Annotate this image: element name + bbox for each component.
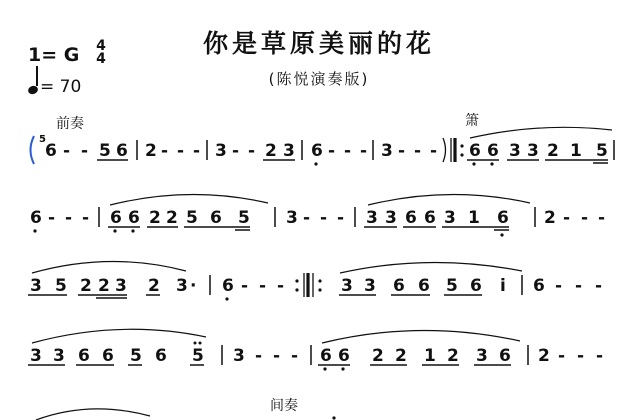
note: 5 <box>186 208 198 228</box>
note: 3 <box>286 208 298 228</box>
note: 3 <box>341 276 353 296</box>
note: 3 <box>444 208 456 228</box>
dash: - <box>430 141 438 161</box>
note: 3 <box>381 141 393 161</box>
note: 6 <box>128 208 140 228</box>
dash: - <box>277 276 285 296</box>
dash: - <box>291 346 299 366</box>
note: 3 <box>215 141 227 161</box>
dash: - <box>398 141 406 161</box>
note: i <box>500 276 506 296</box>
dash: - <box>193 141 201 161</box>
note: 6 <box>418 276 430 296</box>
note: 6 <box>497 208 509 228</box>
note: 5 <box>238 208 250 228</box>
note: 1 <box>468 208 480 228</box>
time-signature-top: 4 <box>96 38 106 54</box>
note: 5 <box>55 276 67 296</box>
note: 2 <box>395 346 407 366</box>
dash: - <box>241 276 249 296</box>
note: 2 <box>265 141 277 161</box>
dash: - <box>555 276 563 296</box>
staff-row-2-graphics <box>0 197 638 242</box>
note: 2 <box>98 276 110 296</box>
note: 3 <box>385 208 397 228</box>
note: 6 <box>470 276 482 296</box>
note: 6 <box>110 208 122 228</box>
start-pitch: 5 <box>39 134 46 145</box>
dash: - <box>259 276 267 296</box>
note: 5 <box>596 141 608 161</box>
note: 3 <box>53 346 65 366</box>
dash: - <box>48 208 56 228</box>
note: 3 <box>364 276 376 296</box>
dash: - <box>65 208 73 228</box>
dash: - <box>598 208 606 228</box>
staff-row-5-graphics <box>0 398 638 420</box>
dash: - <box>177 141 185 161</box>
note: 3 <box>115 276 127 296</box>
sheet-title: 你是草原美丽的花 <box>202 29 435 58</box>
note: 2 <box>547 141 559 161</box>
dash: - <box>303 208 311 228</box>
quarter-note-stem <box>36 66 38 86</box>
note: 5 <box>192 346 204 366</box>
sheet-subtitle: (陈悦演奏版) <box>268 70 370 88</box>
note: 3 <box>366 208 378 228</box>
note: 6 <box>155 346 167 366</box>
dash: - <box>232 141 240 161</box>
dash: - <box>558 346 566 366</box>
dash: - <box>596 346 604 366</box>
dash: - <box>337 208 345 228</box>
note: 6 <box>222 276 234 296</box>
dash: - <box>575 276 583 296</box>
dash: - <box>81 141 89 161</box>
dash: - <box>63 141 71 161</box>
key-signature: 1= G <box>28 44 80 66</box>
note: 3 <box>30 276 42 296</box>
note: 3 <box>509 141 521 161</box>
note: 6 <box>311 141 323 161</box>
note: 3 <box>30 346 42 366</box>
note: 3 <box>476 346 488 366</box>
dot: · <box>190 276 197 296</box>
tempo-value: = 70 <box>40 77 82 97</box>
note: 2 <box>544 208 556 228</box>
note: 6 <box>320 346 332 366</box>
note: 3 <box>176 276 188 296</box>
note: 3 <box>527 141 539 161</box>
dash: - <box>563 208 571 228</box>
time-signature <box>92 40 110 66</box>
dash: - <box>414 141 422 161</box>
staff-row-3 <box>0 265 638 305</box>
dash: - <box>360 141 368 161</box>
staff-row-1 <box>0 130 638 170</box>
note: 6 <box>45 141 57 161</box>
staff-row-3-graphics <box>0 265 638 310</box>
dash: - <box>273 346 281 366</box>
note: 6 <box>499 346 511 366</box>
dash: - <box>255 346 263 366</box>
dash: - <box>161 141 169 161</box>
dash: - <box>82 208 90 228</box>
note: 6 <box>469 141 481 161</box>
dash: - <box>344 141 352 161</box>
note: 2 <box>447 346 459 366</box>
note: 6 <box>405 208 417 228</box>
note: 2 <box>372 346 384 366</box>
note: 6 <box>116 141 128 161</box>
dash: - <box>577 346 585 366</box>
staff-row-5-partial <box>0 398 638 420</box>
intro-marker: 前奏 <box>56 116 84 132</box>
interlude-marker: 间奏 <box>270 398 298 414</box>
note: 6 <box>424 208 436 228</box>
note: 6 <box>78 346 90 366</box>
time-signature-bottom: 4 <box>96 51 106 67</box>
note: 5 <box>99 141 111 161</box>
staff-row-4 <box>0 335 638 375</box>
note: 2 <box>148 276 160 296</box>
note: 3 <box>233 346 245 366</box>
note: 2 <box>80 276 92 296</box>
note: 6 <box>393 276 405 296</box>
note: 6 <box>487 141 499 161</box>
staff-row-1-graphics <box>0 130 638 175</box>
note: 6 <box>102 346 114 366</box>
note: 1 <box>424 346 436 366</box>
dash: - <box>581 208 589 228</box>
dash: - <box>320 208 328 228</box>
note: 2 <box>145 141 157 161</box>
note: 5 <box>446 276 458 296</box>
quarter-note-icon <box>27 85 39 96</box>
dash: - <box>595 276 603 296</box>
note: 6 <box>210 208 222 228</box>
note: 6 <box>30 208 42 228</box>
xiao-marker: 箫 <box>465 113 479 129</box>
tempo-marking <box>28 72 81 97</box>
staff-row-4-graphics <box>0 335 638 380</box>
staff-row-2 <box>0 197 638 237</box>
dash: - <box>328 141 336 161</box>
note: 6 <box>338 346 350 366</box>
note: 6 <box>533 276 545 296</box>
note: 1 <box>570 141 582 161</box>
note: 5 <box>130 346 142 366</box>
note: 2 <box>538 346 550 366</box>
note: 2 <box>166 208 178 228</box>
note: 2 <box>149 208 161 228</box>
note: 3 <box>283 141 295 161</box>
dash: - <box>248 141 256 161</box>
